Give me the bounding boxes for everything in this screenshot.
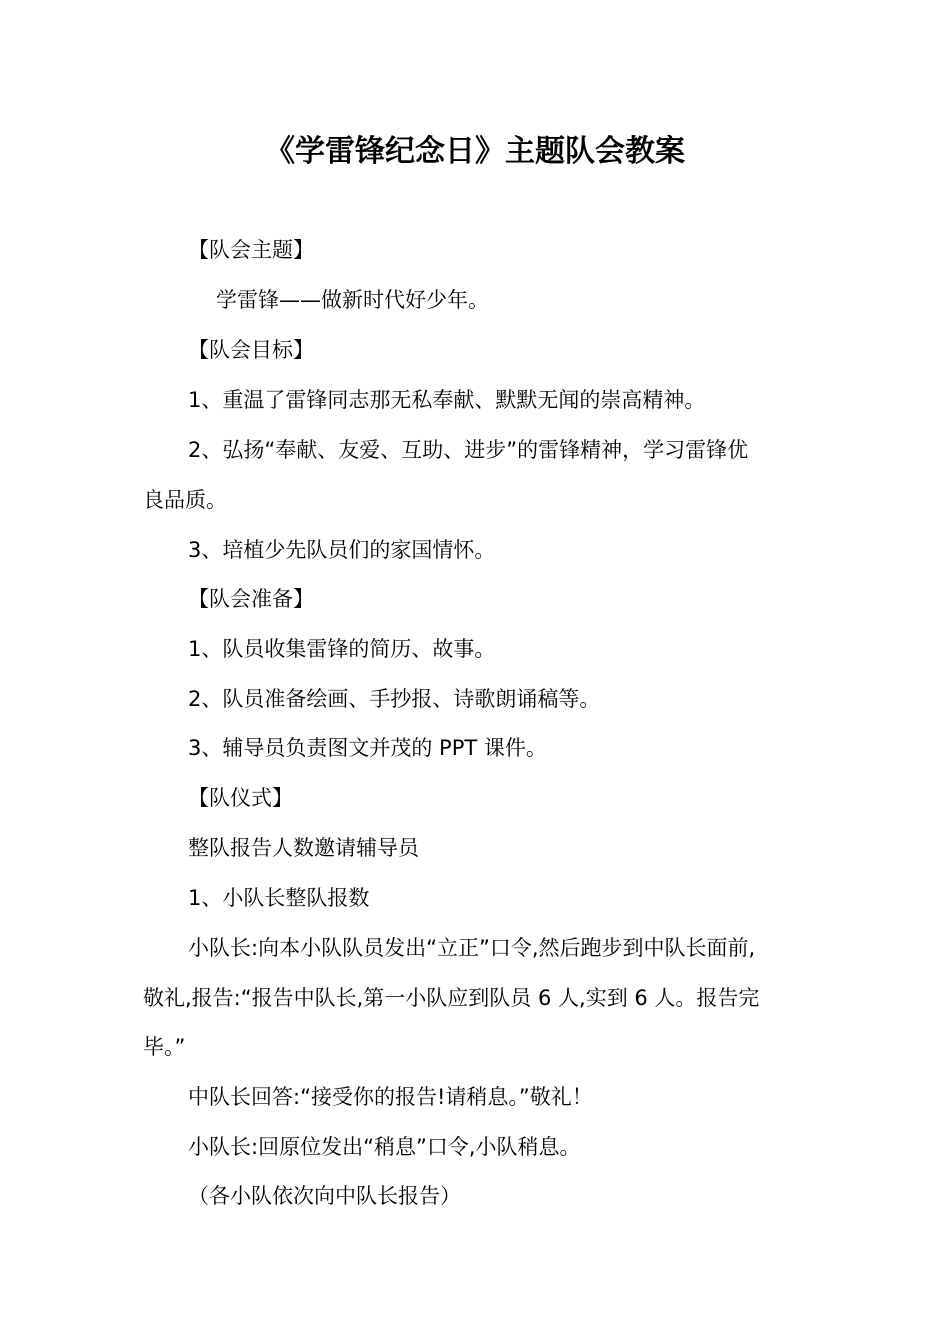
paragraph: 整队报告人数邀请辅导员 — [188, 836, 419, 860]
list-item: 1、队员收集雷锋的简历、故事。 — [188, 637, 496, 661]
list-item: 3、辅导员负责图文并茂的 PPT 课件。 — [188, 736, 547, 760]
paragraph-continuation: 毕。” — [143, 1035, 186, 1059]
list-item: 1、小队长整队报数 — [188, 886, 370, 910]
section-heading-preparation: 【队会准备】 — [188, 587, 314, 611]
list-item: 2、队员准备绘画、手抄报、诗歌朗诵稿等。 — [188, 687, 601, 711]
paragraph: 小队长:向本小队队员发出“立正”口令,然后跑步到中队长面前, — [188, 936, 756, 960]
document-title: 《学雷锋纪念日》主题队会教案 — [265, 134, 685, 169]
paragraph: 学雷锋——做新时代好少年。 — [216, 288, 489, 312]
paragraph: 小队长:回原位发出“稍息”口令,小队稍息。 — [188, 1135, 581, 1159]
section-heading-theme: 【队会主题】 — [188, 238, 314, 262]
section-heading-ceremony: 【队仪式】 — [188, 786, 293, 810]
paragraph-continuation: 良品质。 — [143, 488, 227, 512]
paragraph-note: （各小队依次向中队长报告） — [188, 1184, 461, 1208]
section-heading-goals: 【队会目标】 — [188, 338, 314, 362]
list-item: 1、重温了雷锋同志那无私奉献、默默无闻的崇高精神。 — [188, 388, 706, 412]
list-item: 3、培植少先队员们的家国情怀。 — [188, 538, 496, 562]
list-item: 2、弘扬“奉献、友爱、互助、进步”的雷锋精神，学习雷锋优 — [188, 438, 749, 462]
paragraph-continuation: 敬礼,报告:“报告中队长,第一小队应到队员 6 人,实到 6 人。报告完 — [143, 986, 760, 1010]
paragraph: 中队长回答:“接受你的报告!请稍息。”敬礼！ — [188, 1085, 593, 1109]
